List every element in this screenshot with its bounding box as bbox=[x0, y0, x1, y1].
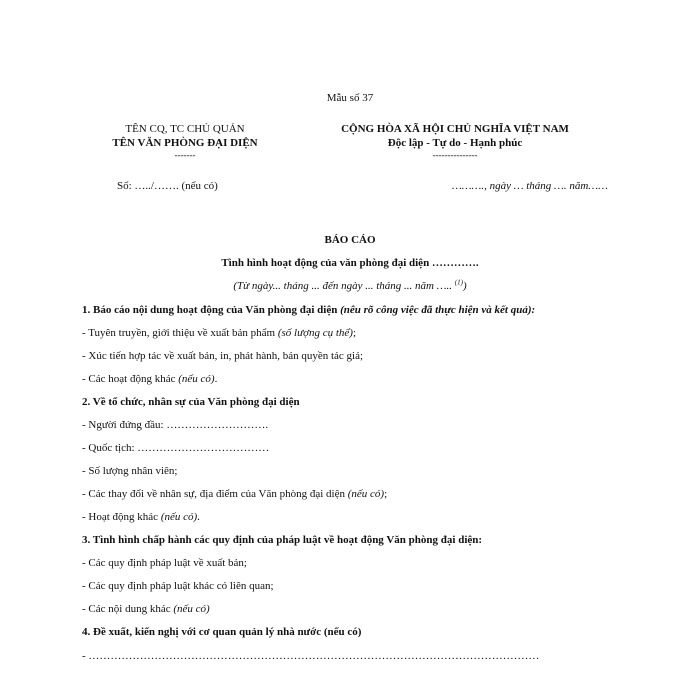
list-item bbox=[82, 326, 356, 340]
report-period bbox=[150, 279, 550, 293]
date-line: ………., ngày … tháng …. năm…… bbox=[452, 180, 608, 192]
item-note: (nếu có) bbox=[160, 511, 198, 523]
item-text: - Các quy định pháp luật về xuất bản; bbox=[82, 557, 247, 569]
item-note: (số lượng cụ thể) bbox=[277, 327, 353, 339]
report-subtitle: Tình hình hoạt động của văn phòng đại diện …………. bbox=[221, 257, 479, 269]
section-1-heading bbox=[82, 303, 535, 317]
section-4-answer-line: - …………………………………………………………………………………………………………… bbox=[82, 650, 540, 662]
item-text: - Các thay đổi về nhân sự, địa điểm của Văn phòng đại diện bbox=[82, 488, 348, 500]
item-text: - Hoạt động khác bbox=[82, 511, 161, 523]
item-end: ; bbox=[384, 488, 388, 500]
office-name: TÊN VĂN PHÒNG ĐẠI DIỆN bbox=[112, 137, 258, 149]
period-footnote: (1) bbox=[454, 278, 463, 287]
item-text: - Người đứng đầu: ………………………. bbox=[82, 419, 269, 431]
item-end: ; bbox=[352, 327, 357, 339]
right-header-rule: --------------- bbox=[432, 150, 478, 160]
list-item bbox=[82, 441, 269, 455]
list-item bbox=[82, 464, 178, 478]
item-text: - Quốc tịch: ……………………………… bbox=[82, 442, 270, 454]
list-item bbox=[82, 579, 274, 593]
item-text: - Các hoạt động khác bbox=[82, 373, 179, 385]
item-text: - Tuyên truyền, giới thiệu về xuất bản phẩm bbox=[82, 327, 278, 339]
period-text: (Từ ngày... tháng ... đến ngày ... tháng ... năm ….. bbox=[233, 280, 455, 292]
period-close: ) bbox=[462, 280, 467, 292]
report-title: BÁO CÁO bbox=[324, 234, 376, 246]
item-note: (nếu có) bbox=[173, 603, 210, 615]
left-header-rule: ------- bbox=[174, 150, 196, 160]
document-number: Số: …../……. (nếu có) bbox=[117, 180, 218, 192]
item-end: . bbox=[197, 511, 200, 523]
list-item bbox=[82, 349, 363, 363]
item-note: (nếu có) bbox=[347, 488, 385, 500]
list-item bbox=[82, 372, 217, 386]
item-text: - Các quy định pháp luật khác có liên quan; bbox=[82, 580, 274, 592]
list-item bbox=[82, 602, 210, 616]
agency-name: TÊN CQ, TC CHỦ QUẢN bbox=[125, 123, 245, 135]
item-text: - Số lượng nhân viên; bbox=[82, 465, 178, 477]
section-1-heading-text: 1. Báo cáo nội dung hoạt động của Văn phòng đại diện bbox=[82, 304, 341, 316]
republic-title: CỘNG HÒA XÃ HỘI CHỦ NGHĨA VIỆT NAM bbox=[341, 123, 569, 135]
section-4-heading: 4. Đề xuất, kiến nghị với cơ quan quản lý nhà nước (nếu có) bbox=[82, 626, 362, 638]
item-note: (nếu có) bbox=[178, 373, 215, 385]
item-text: - Các nội dung khác bbox=[82, 603, 174, 615]
item-end: . bbox=[214, 373, 218, 385]
list-item bbox=[82, 418, 268, 432]
section-3-heading: 3. Tình hình chấp hành các quy định của pháp luật về hoạt động Văn phòng đại diện: bbox=[82, 534, 483, 546]
list-item bbox=[82, 487, 387, 501]
item-text: - Xúc tiến hợp tác về xuất bản, in, phát hành, bản quyền tác giả; bbox=[82, 350, 364, 362]
list-item bbox=[82, 510, 200, 524]
list-item bbox=[82, 556, 247, 570]
section-1-heading-note: (nêu rõ công việc đã thực hiện và kết quả): bbox=[340, 304, 536, 316]
section-2-heading: 2. Về tổ chức, nhân sự của Văn phòng đại diện bbox=[82, 396, 300, 408]
form-number: Mẫu số 37 bbox=[326, 92, 374, 104]
national-motto: Độc lập - Tự do - Hạnh phúc bbox=[387, 137, 523, 149]
